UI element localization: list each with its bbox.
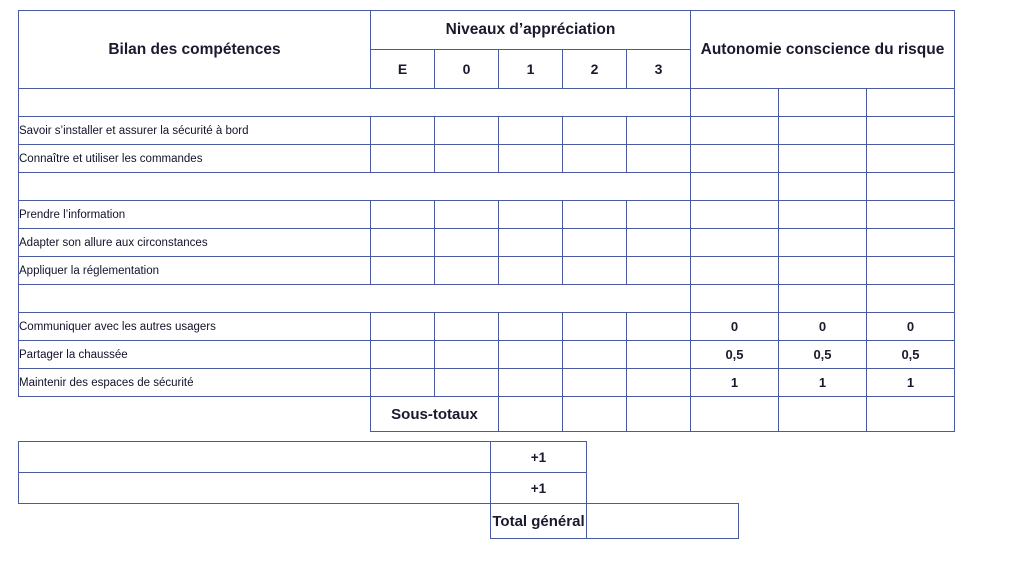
bonus-row-courtoisie [19, 473, 739, 504]
competency-label: Connaître et utiliser les commandes [19, 145, 371, 173]
autonomy-cell-1[interactable] [691, 145, 779, 173]
bonus-label-eco: Conduite économique et respectueuse de l’environnement [19, 442, 491, 473]
section-title-usagers: Partager la route avec les autres usagers [19, 285, 691, 313]
autonomy-cell-2[interactable] [779, 229, 867, 257]
autonomy-cell-2[interactable] [779, 257, 867, 285]
level-cell-0[interactable] [435, 229, 499, 257]
level-cell-2[interactable] [563, 313, 627, 341]
levels-header: Niveaux d’appréciation [371, 11, 691, 50]
autonomy-cell-3[interactable] [867, 201, 955, 229]
autonomy-spacer [691, 285, 779, 313]
table-row [19, 257, 955, 285]
level-cell-1[interactable] [499, 201, 563, 229]
bonus-total-table [18, 441, 739, 539]
subtotal-autonomy-1[interactable] [691, 397, 779, 432]
level-cell-0[interactable] [435, 369, 499, 397]
bonus-value-courtoisie[interactable]: +1 [491, 473, 587, 504]
bonus-value-eco[interactable]: +1 [491, 442, 587, 473]
subtotal-autonomy-3[interactable] [867, 397, 955, 432]
level-cell-2[interactable] [563, 369, 627, 397]
bonus-spacer [587, 473, 739, 504]
table-row [19, 341, 955, 369]
level-cell-1[interactable] [499, 257, 563, 285]
table-row [19, 229, 955, 257]
autonomy-spacer [691, 89, 779, 117]
competency-label: Maintenir des espaces de sécurité [19, 369, 371, 397]
level-cell-e[interactable] [371, 201, 435, 229]
level-cell-2[interactable] [563, 257, 627, 285]
autonomy-cell-3[interactable]: 1 [867, 369, 955, 397]
autonomy-cell-3[interactable] [867, 257, 955, 285]
level-cell-2[interactable] [563, 341, 627, 369]
autonomy-cell-2[interactable] [779, 201, 867, 229]
autonomy-spacer [691, 173, 779, 201]
autonomy-cell-1[interactable]: 0 [691, 313, 779, 341]
level-cell-2[interactable] [563, 201, 627, 229]
level-cell-e[interactable] [371, 341, 435, 369]
table-header-row-1 [19, 11, 955, 50]
section-title-route: Appréhender la route [19, 173, 691, 201]
autonomy-cell-1[interactable] [691, 117, 779, 145]
level-cell-3[interactable] [627, 145, 691, 173]
level-cell-2[interactable] [563, 117, 627, 145]
autonomy-cell-3[interactable]: 0,5 [867, 341, 955, 369]
competency-label: Adapter son allure aux circonstances [19, 229, 371, 257]
level-cell-e[interactable] [371, 313, 435, 341]
table-row [19, 117, 955, 145]
level-cell-0[interactable] [435, 117, 499, 145]
autonomy-cell-3[interactable] [867, 229, 955, 257]
table-row [19, 369, 955, 397]
table-row [19, 145, 955, 173]
competency-label: Savoir s’installer et assurer la sécurité à bord [19, 117, 371, 145]
autonomy-spacer [867, 173, 955, 201]
autonomy-cell-3[interactable]: 0 [867, 313, 955, 341]
subtotal-value-3[interactable] [627, 397, 691, 432]
table-row [19, 201, 955, 229]
level-cell-0[interactable] [435, 145, 499, 173]
autonomy-spacer [779, 89, 867, 117]
section-title-vehicule: Connaître et maîtriser son véhicule [19, 89, 691, 117]
level-cell-0[interactable] [435, 257, 499, 285]
autonomy-cell-2[interactable]: 0,5 [779, 341, 867, 369]
subtotal-label: Sous-totaux [371, 397, 499, 432]
autonomy-cell-3[interactable] [867, 117, 955, 145]
autonomy-cell-1[interactable] [691, 201, 779, 229]
level-cell-1[interactable] [499, 369, 563, 397]
level-cell-1[interactable] [499, 117, 563, 145]
level-cell-e[interactable] [371, 369, 435, 397]
autonomy-cell-1[interactable]: 1 [691, 369, 779, 397]
total-label: Total général [491, 504, 587, 539]
section-header-row [19, 89, 955, 117]
competency-label: Communiquer avec les autres usagers [19, 313, 371, 341]
autonomy-cell-1[interactable] [691, 257, 779, 285]
level-cell-3[interactable] [627, 257, 691, 285]
level-cell-e[interactable] [371, 257, 435, 285]
subtotal-value-2[interactable] [563, 397, 627, 432]
autonomy-cell-2[interactable]: 1 [779, 369, 867, 397]
level-cell-e[interactable] [371, 229, 435, 257]
page-title: Bilan des compétences [19, 11, 371, 89]
bonus-spacer [587, 442, 739, 473]
level-cell-1[interactable] [499, 313, 563, 341]
level-cell-2[interactable] [563, 229, 627, 257]
total-value[interactable] [587, 504, 739, 539]
subtotal-autonomy-2[interactable] [779, 397, 867, 432]
autonomy-cell-1[interactable]: 0,5 [691, 341, 779, 369]
autonomy-spacer [779, 285, 867, 313]
level-header-1: 1 [499, 50, 563, 89]
section-header-row [19, 285, 955, 313]
autonomy-spacer [779, 173, 867, 201]
level-header-e: E [371, 50, 435, 89]
bonus-row-eco [19, 442, 739, 473]
competency-label: Appliquer la réglementation [19, 257, 371, 285]
subtotal-spacer [19, 397, 371, 432]
competency-label: Partager la chaussée [19, 341, 371, 369]
level-cell-1[interactable] [499, 145, 563, 173]
autonomy-cell-2[interactable]: 0 [779, 313, 867, 341]
level-cell-3[interactable] [627, 201, 691, 229]
section-header-row [19, 173, 955, 201]
subtotal-value-1[interactable] [499, 397, 563, 432]
level-cell-3[interactable] [627, 313, 691, 341]
autonomy-spacer [867, 285, 955, 313]
level-cell-3[interactable] [627, 229, 691, 257]
level-header-3: 3 [627, 50, 691, 89]
level-cell-e[interactable] [371, 145, 435, 173]
autonomy-header: Autonomie conscience du risque [691, 11, 955, 89]
total-spacer [19, 504, 491, 539]
autonomy-spacer [867, 89, 955, 117]
autonomy-cell-3[interactable] [867, 145, 955, 173]
level-cell-0[interactable] [435, 313, 499, 341]
table-row [19, 313, 955, 341]
level-cell-1[interactable] [499, 229, 563, 257]
bonus-label-courtoisie: Courtoisie au volant [19, 473, 491, 504]
main-assessment-table [18, 10, 955, 432]
level-cell-2[interactable] [563, 145, 627, 173]
competency-label: Prendre l’information [19, 201, 371, 229]
autonomy-cell-1[interactable] [691, 229, 779, 257]
level-cell-3[interactable] [627, 369, 691, 397]
subtotal-row [19, 397, 955, 432]
level-cell-0[interactable] [435, 341, 499, 369]
level-header-2: 2 [563, 50, 627, 89]
total-row [19, 504, 739, 539]
level-cell-e[interactable] [371, 117, 435, 145]
autonomy-cell-2[interactable] [779, 145, 867, 173]
level-header-0: 0 [435, 50, 499, 89]
autonomy-cell-2[interactable] [779, 117, 867, 145]
level-cell-3[interactable] [627, 117, 691, 145]
level-cell-3[interactable] [627, 341, 691, 369]
level-cell-1[interactable] [499, 341, 563, 369]
level-cell-0[interactable] [435, 201, 499, 229]
